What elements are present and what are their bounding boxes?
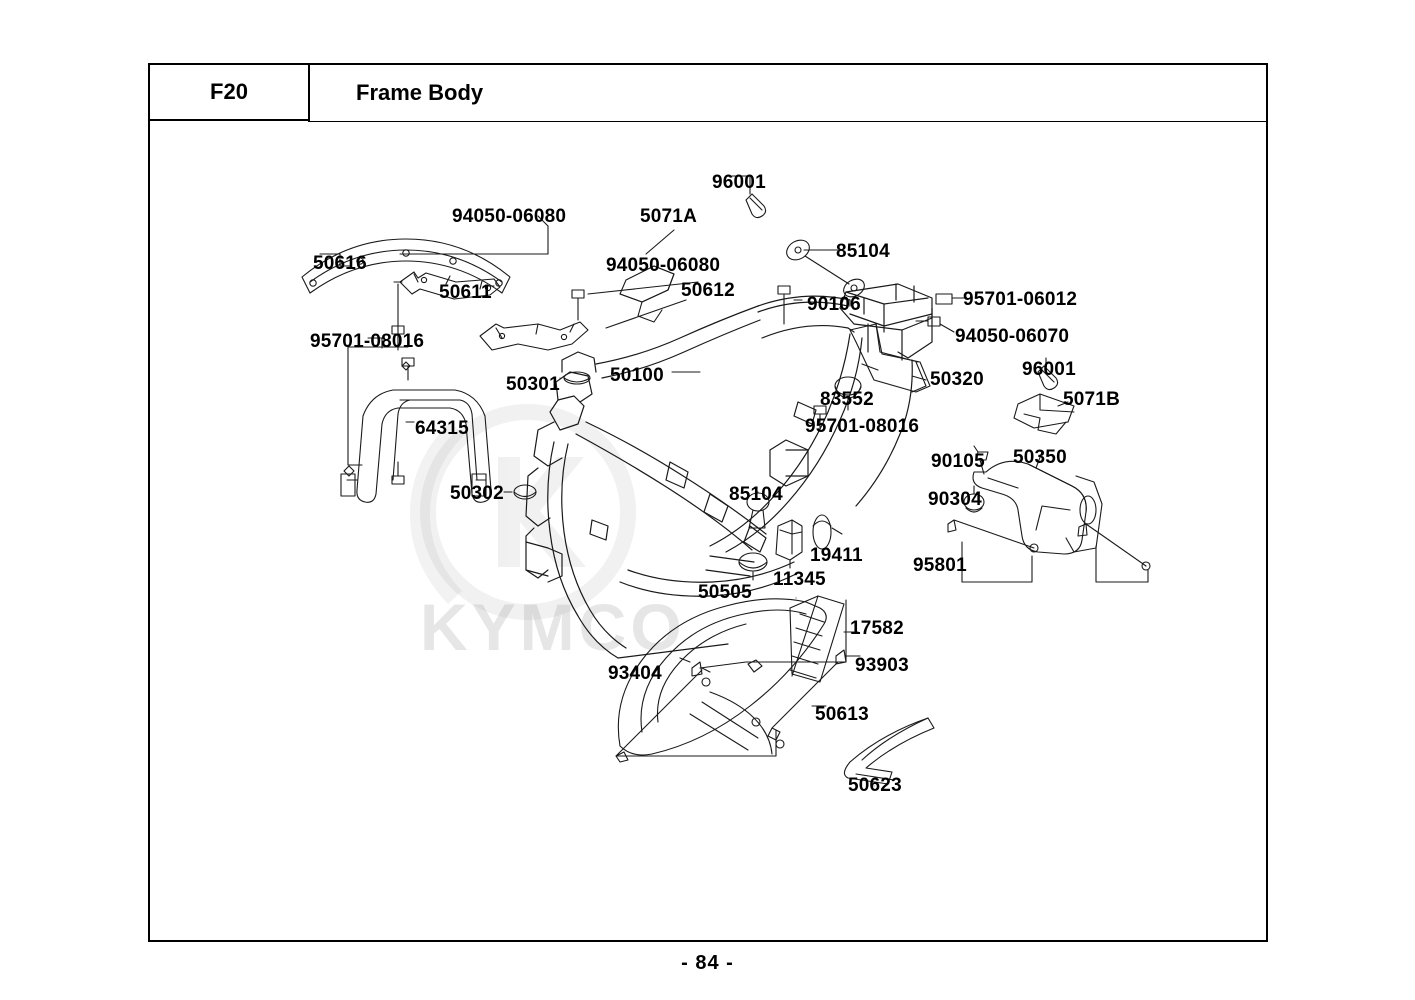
part-label-95801: 95801: [913, 555, 967, 576]
part-label-95701-08016-b: 95701-08016: [805, 416, 920, 437]
part-50612: [480, 322, 588, 350]
part-label-94050-06080-a: 94050-06080: [452, 206, 567, 227]
part-label-85104-top: 85104: [836, 241, 890, 262]
part-label-19411: 19411: [810, 545, 863, 566]
section-title: [310, 63, 1268, 121]
part-label-50613: 50613: [815, 704, 869, 725]
part-label-90106: 90106: [807, 294, 861, 315]
title-block: [148, 63, 1268, 121]
parts-diagram: [150, 122, 1266, 940]
watermark-group: [410, 412, 686, 664]
part-label-5071B: 5071B: [1063, 389, 1120, 410]
part-11345: [776, 520, 802, 560]
part-93404: [692, 662, 710, 676]
part-50350: [973, 461, 1102, 554]
part-label-95701-06012: 95701-06012: [963, 289, 1078, 310]
page-number: - 84 -: [681, 952, 734, 974]
bolt-94050-06080-b: [572, 290, 584, 320]
part-label-11345: 11345: [773, 569, 826, 590]
part-50320: [850, 324, 930, 392]
part-19411: [813, 515, 831, 549]
part-96001-top: [746, 194, 766, 218]
part-label-93903: 93903: [855, 655, 909, 676]
part-label-64315: 64315: [415, 418, 469, 439]
part-17582: [790, 596, 844, 682]
section-title-text: Frame Body: [356, 80, 484, 105]
part-label-50612: 50612: [681, 280, 735, 301]
part-label-90105: 90105: [931, 451, 985, 472]
part-label-50505: 50505: [698, 582, 752, 603]
part-label-50611: 50611: [439, 282, 492, 303]
part-label-50301: 50301: [506, 374, 560, 395]
part-label-50350: 50350: [1013, 447, 1067, 468]
part-label-50100: 50100: [610, 365, 664, 386]
part-label-5071A: 5071A: [640, 206, 697, 227]
part-label-50623: 50623: [848, 775, 902, 796]
part-label-96001-top: 96001: [712, 172, 766, 193]
svg-text:KYMCO: KYMCO: [420, 590, 686, 664]
part-label-83552: 83552: [820, 389, 874, 410]
part-label-95701-08016-a: 95701-08016: [310, 331, 425, 352]
part-label-94050-06070: 94050-06070: [955, 326, 1070, 347]
part-label-50302: 50302: [450, 483, 504, 504]
part-label-90304: 90304: [928, 489, 982, 510]
part-95701-06012: [936, 294, 966, 304]
section-code: F20: [148, 63, 310, 121]
part-label-94050-06080-b: 94050-06080: [606, 255, 721, 276]
part-95801: [948, 520, 1150, 582]
part-label-85104-mid: 85104: [729, 484, 783, 505]
part-label-93404: 93404: [608, 663, 662, 684]
part-label-17582: 17582: [850, 618, 904, 639]
part-94050-06070: [916, 317, 940, 326]
part-label-96001-right: 96001: [1022, 359, 1076, 380]
bolt-95701-08016-a: [392, 358, 414, 484]
part-label-50320: 50320: [930, 369, 984, 390]
part-label-50616: 50616: [313, 253, 367, 274]
